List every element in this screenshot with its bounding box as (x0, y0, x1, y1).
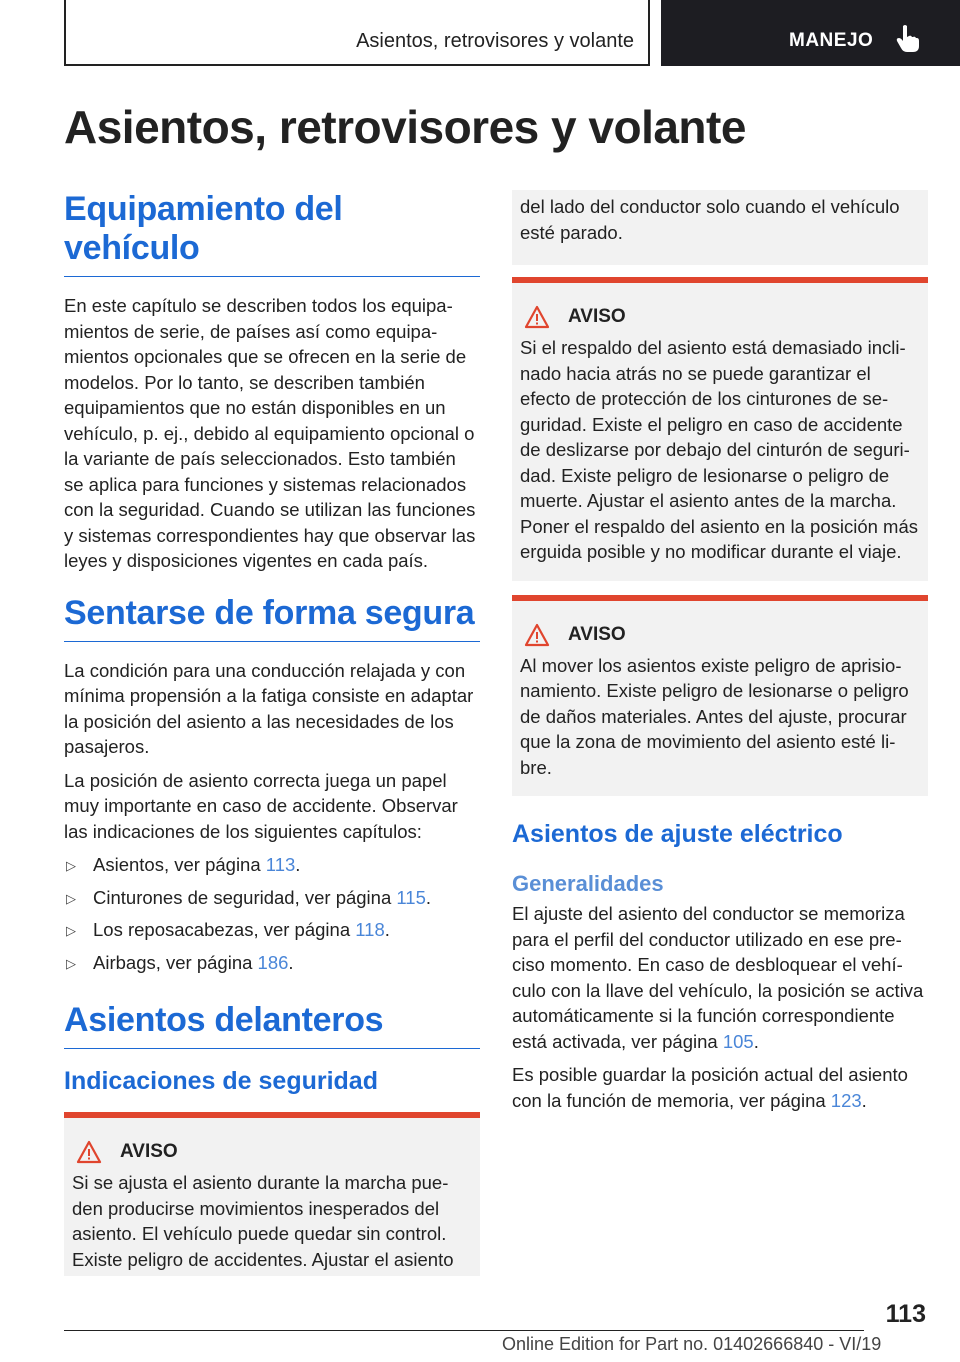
heading-asientos-delanteros: Asientos delanteros (64, 1001, 480, 1049)
running-title-box (64, 0, 650, 66)
triangle-bullet-icon: ▷ (66, 858, 76, 873)
page-link[interactable]: 186 (257, 951, 289, 973)
page-link[interactable]: 123 (830, 1089, 862, 1111)
generalidades-paragraph-1: El ajuste del asiento del conductor se memoriza para el perfil del conductor utilizado en ese preciso momento. En caso de desbloquear el vehículo con la llave del vehículo, la posición se activa automáticamente si la función correspondiente está activada, ver página 105. (512, 903, 924, 1052)
running-title: Asientos, retrovisores y volante (356, 30, 634, 52)
page-link[interactable]: 113 (265, 854, 296, 875)
warning-text: Si se ajusta el asiento durante la marcha pueden producirse movimientos inesperados del asiento. El vehículo puede quedar sin control. Existe peligro de accidentes. Ajustar el asiento (72, 1172, 454, 1270)
sentarse-paragraph-2: La posición de asiento correcta juega un papel muy importante en caso de accidente. Observar las indicaciones de los siguientes capítulos: (64, 769, 458, 842)
warning-text: Al mover los asientos existe peligro de aprisionamiento. Existe peligro de lesionarse o peligro de daños materiales. Antes del ajuste, procurar que la zona de movimiento del asiento esté libre. (520, 654, 909, 778)
list-item: ▷ Airbags, ver página 186. (64, 950, 480, 976)
page-link[interactable]: 105 (722, 1030, 754, 1052)
generalidades-paragraph-2: Es posible guardar la posición actual del asiento con la función de memoria, ver página 123. (512, 1064, 908, 1111)
right-column (512, 190, 928, 1121)
page-link[interactable]: 118 (355, 919, 385, 940)
warning-icon (524, 623, 550, 647)
equipamiento-paragraph: En este capítulo se describen todos los equipamientos de serie, de países así como equipamientos opcionales que se ofrecen en la serie de modelos. Por lo tanto, se describen también equipamientos que no están disponibles en un vehículo, p. ej., debido al equipamiento opcional o la variante de país seleccionados. Esto también se aplica para funciones y sistemas relacionados con la seguridad. Cuando se utilizan las funciones y sistemas correspondientes hay que observar las leyes y disposiciones vigentes en cada país. (64, 295, 476, 571)
page-number: 113 (885, 1300, 926, 1328)
warning-icon (76, 1140, 102, 1164)
warning-box-continued (512, 190, 928, 265)
list-item: ▷ Los reposacabezas, ver página 118. (64, 917, 480, 943)
page-header (64, 0, 960, 66)
warning-box (512, 595, 928, 797)
warning-icon (524, 305, 550, 329)
sentarse-paragraph-1: La condición para una conducción relajada y con mínima propensión a la fatiga consiste en adaptar la posición del asiento a las necesidades de los pasajeros. (64, 659, 474, 757)
heading-ajuste-electrico: Asientos de ajuste eléctrico (512, 820, 843, 848)
section-label: MANEJO (789, 30, 874, 51)
warning-text: del lado del conductor solo cuando el vehículo esté parado. (520, 196, 900, 243)
edition-text: Online Edition for Part no. 01402666840 - VI/19 (502, 1334, 882, 1354)
list-item: ▷ Asientos, ver página 113. (64, 852, 480, 878)
triangle-bullet-icon: ▷ (66, 890, 76, 906)
heading-generalidades: Generalidades (512, 871, 664, 896)
warning-box (64, 1112, 480, 1276)
warning-box (512, 277, 928, 581)
pointing-hand-icon (893, 24, 923, 54)
warning-text: Si el respaldo del asiento está demasiado inclinado hacia atrás no se puede garantizar el efecto de protección de los cinturones de seguridad. Existe el peligro en caso de accidente de deslizarse por debajo del cinturón de seguridad. Existe peligro de lesionarse o peligro de muerte. Ajustar el asiento antes de la marcha. Poner el respaldo del asiento en la posición más erguida posible y no modificar durante el viaje. (520, 337, 918, 562)
left-column (64, 190, 480, 1290)
heading-equipamiento: Equipamiento del vehículo (64, 190, 480, 277)
warning-label: AVISO (568, 623, 626, 645)
heading-sentarse: Sentarse de forma segura (64, 594, 480, 642)
warning-label: AVISO (120, 1141, 178, 1162)
heading-indicaciones: Indicaciones de seguridad (64, 1067, 378, 1095)
list-item: ▷ Cinturones de seguridad, ver página 115. (64, 885, 480, 911)
triangle-bullet-icon: ▷ (66, 923, 76, 938)
triangle-bullet-icon: ▷ (66, 955, 76, 971)
section-tab (661, 0, 960, 66)
page-title: Asientos, retrovisores y volante (64, 101, 746, 153)
page-link[interactable]: 115 (396, 886, 426, 908)
chapter-list (64, 852, 480, 975)
warning-label: AVISO (568, 306, 626, 327)
footer-rule (64, 1330, 864, 1331)
